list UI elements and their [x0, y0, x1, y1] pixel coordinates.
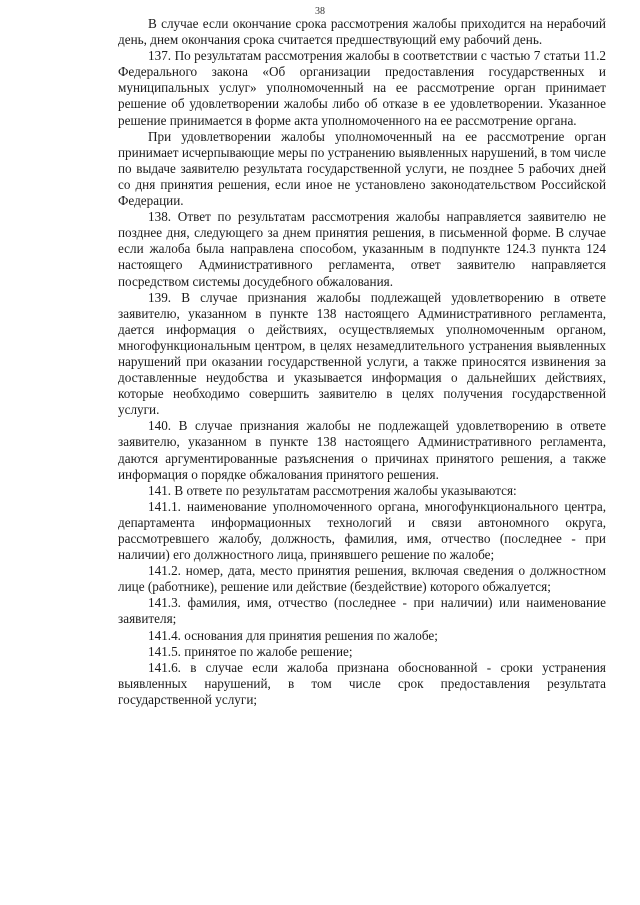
- paragraph-140: 140. В случае признания жалобы не подлежащей удовлетворению в ответе заявителю, указанном в пункте 138 настоящего Административного регламента, даются аргументированные разъяснения о причинах принятого решения, а также информация о порядке обжалования принятого решения.: [118, 418, 606, 482]
- paragraph-138: 138. Ответ по результатам рассмотрения жалобы направляется заявителю не позднее дня, следующего за днем принятия решения, в письменной форме. В случае если жалоба была направлена способом, указанным в подпункте 124.3 пункта 124 настоящего Административного регламента, ответ заявителю направляется посредством системы досудебного обжалования.: [118, 209, 606, 289]
- paragraph-137-satisfaction: При удовлетворении жалобы уполномоченный на ее рассмотрение орган принимает исчерпывающие меры по устранению выявленных нарушений, в том числе по выдаче заявителю результата государственной услуги, не позднее 5 рабочих дней со дня принятия решения, если иное не установлено законодательством Российской Федерации.: [118, 128, 606, 209]
- page-number: 38: [315, 6, 325, 17]
- paragraph-deadline-holiday: В случае если окончание срока рассмотрения жалобы приходится на нерабочий день, днем окончания срока считается предшествующий ему рабочий день.: [118, 16, 606, 48]
- paragraph-141: 141. В ответе по результатам рассмотрения жалобы указываются:: [148, 482, 517, 498]
- paragraph-137: 137. По результатам рассмотрения жалобы в соответствии с частью 7 статьи 11.2 Федерального закона «Об организации предоставления государственных и муниципальных услуг» уполномоченный на ее рассмотрение орган принимает решение об удовлетворении жалобы либо об отказе в ее удовлетворении. Указанное решение принимается в форме акта уполномоченного на ее рассмотрение органа.: [118, 48, 606, 128]
- paragraph-141-6: 141.6. в случае если жалоба признана обоснованной - сроки устранения выявленных нарушений, в том числе срок предоставления результата государственной услуги;: [118, 659, 606, 707]
- paragraph-139: 139. В случае признания жалобы подлежащей удовлетворению в ответе заявителю, указанном в пункте 138 настоящего Административного регламента, дается информация о действиях, осуществляемых уполномоченным органом, многофункциональным центром, в целях незамедлительного устранения выявленных нарушений при оказании государственной услуги, а также приносятся извинения за доставленные неудобства и указывается информация о дальнейших действиях, которые необходимо совершить заявителю в целях получения государственной услуги.: [118, 289, 606, 418]
- paragraph-141-5: 141.5. принятое по жалобе решение;: [148, 643, 353, 659]
- paragraph-141-1: 141.1. наименование уполномоченного органа, многофункционального центра, департамента информационных технологий и связи автономного округа, рассмотревшего жалобу, должность, фамилия, имя, отчество (последнее - при наличии) его должностного лица, принявшего решение по жалобе;: [118, 498, 606, 563]
- paragraph-141-2: 141.2. номер, дата, место принятия решения, включая сведения о должностном лице (работнике), решение или действие (бездействие) которого обжалуется;: [118, 563, 606, 595]
- paragraph-141-4: 141.4. основания для принятия решения по жалобе;: [148, 627, 438, 643]
- paragraph-141-3: 141.3. фамилия, имя, отчество (последнее - при наличии) или наименование заявителя;: [118, 595, 606, 627]
- document-body: [118, 16, 606, 708]
